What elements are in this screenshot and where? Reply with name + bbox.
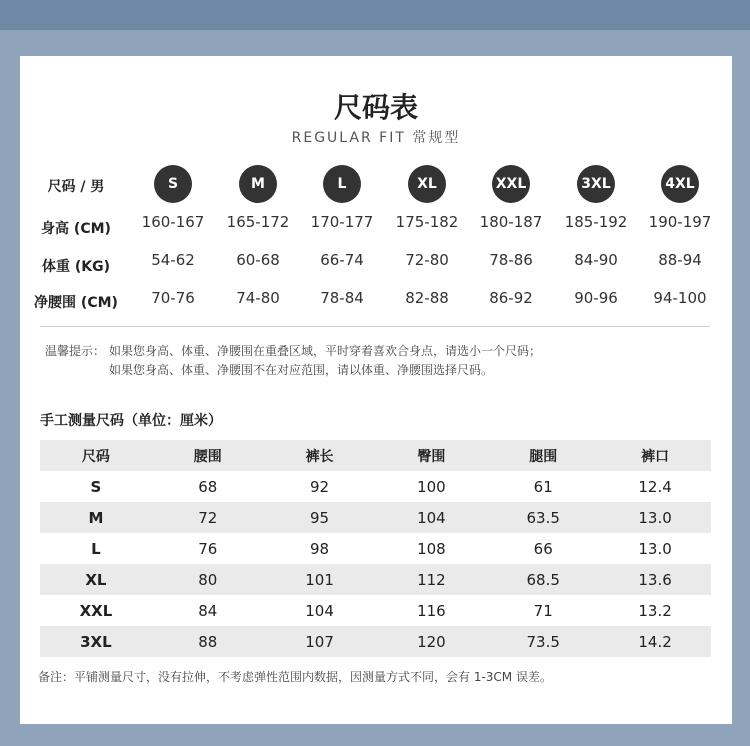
table-cell: 104 [305, 601, 334, 620]
table-cell: M [40, 502, 152, 533]
weight-cell: 88-94 [658, 251, 702, 269]
table-cell: L [91, 539, 101, 558]
table-cell: 98 [310, 539, 330, 558]
column-header: 腰围 [152, 440, 264, 471]
table-row [40, 626, 711, 657]
waist-cell: 74-80 [236, 289, 280, 307]
size-circle-m: M [239, 165, 277, 203]
table-cell: 112 [375, 564, 487, 595]
table-cell: 13.0 [599, 502, 711, 533]
table-row [40, 533, 711, 564]
weight-cell: 72-80 [405, 251, 449, 269]
size-chart-card [20, 56, 732, 724]
height-cell: 180-187 [479, 213, 543, 231]
tips-label: 温馨提示： [45, 344, 106, 358]
table-header-row [40, 440, 711, 471]
height-cell: 185-192 [564, 213, 628, 231]
column-header: 裤长 [264, 440, 376, 471]
page-title: 尺码表 [333, 91, 418, 124]
table-cell: 116 [417, 601, 446, 620]
table-cell: 100 [417, 477, 446, 496]
table-cell: 107 [264, 626, 376, 657]
size-circle-4xl: 4XL [661, 165, 699, 203]
table-cell: 61 [533, 477, 553, 496]
tips-line-2: 如果您身高、体重、净腰围不在对应范围，请以体重、净腰围选择尺码。 [109, 363, 494, 377]
column-header: 尺码 [40, 440, 152, 471]
table-cell: 92 [310, 477, 330, 496]
waist-cell: 94-100 [653, 289, 707, 307]
weight-cell: 84-90 [574, 251, 618, 269]
waist-cell: 78-84 [320, 289, 364, 307]
table-cell: 80 [152, 564, 264, 595]
page-subtitle: REGULAR FIT 常规型 [291, 130, 461, 146]
section-divider [40, 326, 710, 327]
size-circle-xl: XL [408, 165, 446, 203]
waist-cell: 90-96 [574, 289, 618, 307]
table-cell: 13.6 [599, 564, 711, 595]
size-header-label: 尺码 / 男 [47, 179, 105, 195]
table-cell: XL [40, 564, 152, 595]
table-cell: XXL [79, 601, 113, 620]
table-cell: 13.0 [638, 539, 672, 558]
table-cell: 14.2 [599, 626, 711, 657]
waist-cell: 86-92 [489, 289, 533, 307]
footnote: 备注：平铺测量尺寸，没有拉伸，不考虑弹性范围内数据，因测量方式不同，会有 1-3CM 误差。 [38, 670, 552, 684]
table-row [40, 502, 711, 533]
height-cell: 170-177 [310, 213, 374, 231]
table-cell: 66 [533, 539, 553, 558]
table-cell: S [90, 477, 102, 496]
table-cell: 84 [198, 601, 218, 620]
waist-cell: 82-88 [405, 289, 449, 307]
table-row [40, 564, 711, 595]
height-cell: 160-167 [141, 213, 205, 231]
size-circle-xxl: XXL [492, 165, 530, 203]
weight-row-label: 体重 (KG) [41, 259, 110, 275]
size-circle-s: S [154, 165, 192, 203]
height-cell: 190-197 [648, 213, 712, 231]
table-cell: 120 [375, 626, 487, 657]
weight-cell: 54-62 [151, 251, 195, 269]
height-row-label: 身高 (CM) [41, 221, 111, 237]
table-cell: 68.5 [487, 564, 599, 595]
table-cell: 13.2 [638, 601, 672, 620]
size-circle-3xl: 3XL [577, 165, 615, 203]
weight-cell: 66-74 [320, 251, 364, 269]
table-cell: 73.5 [487, 626, 599, 657]
table-cell: 88 [152, 626, 264, 657]
tips-line-1: 如果您身高、体重、净腰围在重叠区域，平时穿着喜欢合身点，请选小一个尺码； [109, 344, 542, 358]
measurement-table [40, 440, 711, 657]
column-header: 臀围 [375, 440, 487, 471]
waist-cell: 70-76 [151, 289, 195, 307]
table-cell: 104 [375, 502, 487, 533]
table-cell: 63.5 [487, 502, 599, 533]
weight-cell: 60-68 [236, 251, 280, 269]
table-row [40, 595, 711, 626]
table-cell: 101 [264, 564, 376, 595]
table-cell: 72 [152, 502, 264, 533]
table-row [40, 471, 711, 502]
measure-title: 手工测量尺码（单位：厘米） [40, 413, 222, 429]
column-header: 腿围 [487, 440, 599, 471]
size-circle-l: L [323, 165, 361, 203]
waist-row-label: 净腰围 (CM) [34, 295, 118, 311]
table-cell: 108 [417, 539, 446, 558]
column-header: 裤口 [599, 440, 711, 471]
height-cell: 175-182 [395, 213, 459, 231]
table-cell: 95 [264, 502, 376, 533]
height-cell: 165-172 [226, 213, 290, 231]
table-cell: 71 [533, 601, 553, 620]
table-cell: 12.4 [638, 477, 672, 496]
table-cell: 76 [198, 539, 218, 558]
table-cell: 68 [198, 477, 218, 496]
table-cell: 3XL [40, 626, 152, 657]
weight-cell: 78-86 [489, 251, 533, 269]
